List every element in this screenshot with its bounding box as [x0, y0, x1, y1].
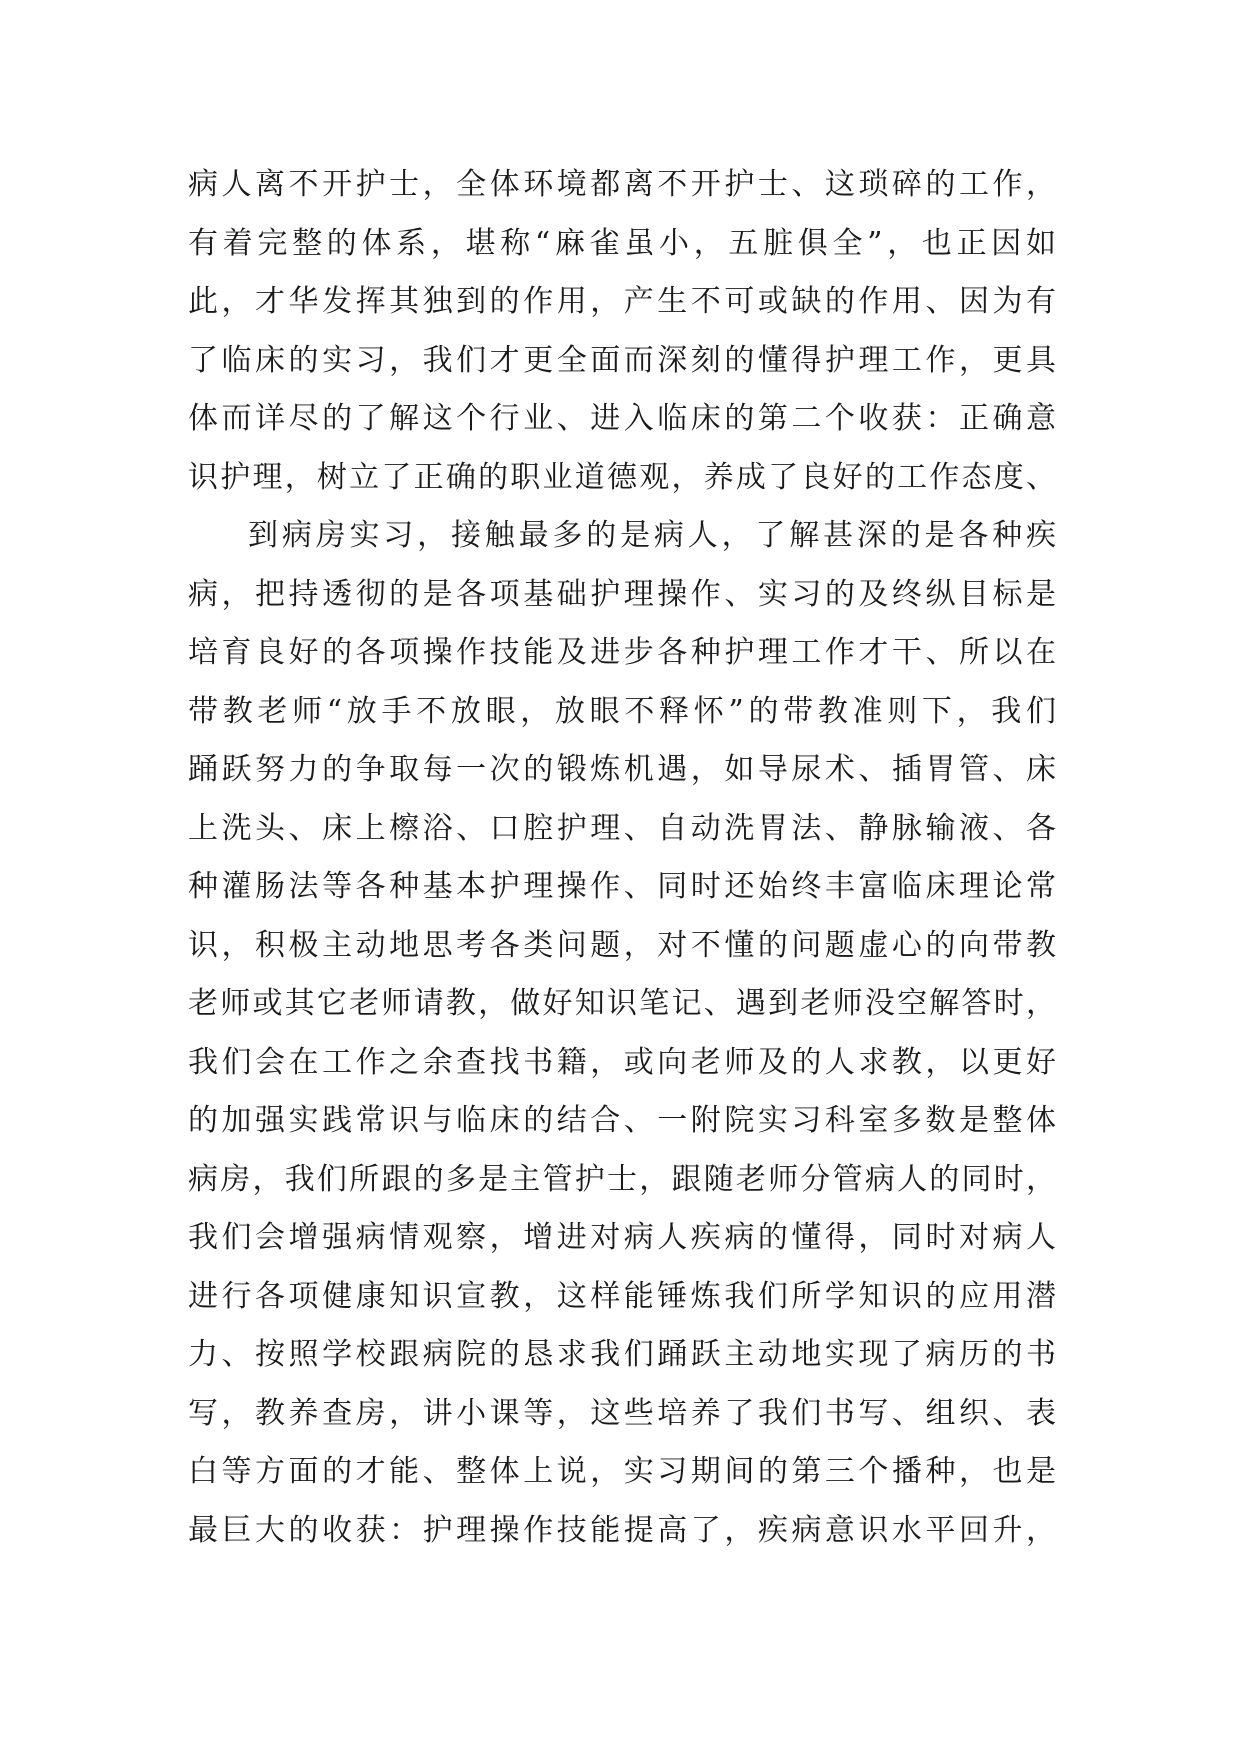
text-line: 培育良好的各项操作技能及进步各种护理工作才干、所以在	[188, 635, 1058, 670]
text-line: 力、按照学校跟病院的恳求我们踊跃主动地实现了病历的书	[188, 1337, 1058, 1372]
text-line: 体而详尽的了解这个行业、进入临床的第二个收获：正确意	[188, 401, 1058, 436]
text-line: 上洗头、床上檫浴、口腔护理、自动洗胃法、静脉输液、各	[188, 810, 1058, 846]
text-line: 老师或其它老师请教，做好知识笔记、遇到老师没空解答时，	[188, 986, 1058, 1021]
text-line: 识护理，树立了正确的职业道德观，养成了良好的工作态度、	[188, 459, 1058, 495]
text-line: 病房，我们所跟的多是主管护士，跟随老师分管病人的同时，	[188, 1161, 1058, 1197]
text-line: 我们会在工作之余查找书籍，或向老师及的人求教，以更好	[188, 1044, 1058, 1080]
body-text	[188, 156, 1058, 1560]
text-line: 了临床的实习，我们才更全面而深刻的懂得护理工作，更具	[188, 342, 1058, 378]
text-line: 我们会增强病情观察，增进对病人疾病的懂得，同时对病人	[188, 1220, 1058, 1255]
text-line: 识，积极主动地思考各类问题，对不懂的问题虚心的向带教	[188, 927, 1058, 963]
text-line: 有着完整的体系，堪称“麻雀虽小，五脏俱全”，也正因如	[188, 225, 1058, 261]
text-line: 进行各项健康知识宣教，这样能锤炼我们所学知识的应用潜	[188, 1278, 1058, 1314]
text-line: 此，才华发挥其独到的作用，产生不可或缺的作用、因为有	[188, 284, 1058, 319]
text-line: 的加强实践常识与临床的结合、一附院实习科室多数是整体	[188, 1103, 1058, 1138]
text-line: 白等方面的才能、整体上说，实习期间的第三个播种，也是	[188, 1454, 1058, 1489]
text-line: 最巨大的收获：护理操作技能提高了，疾病意识水平回升，	[188, 1512, 1058, 1548]
text-line: 写，教养查房，讲小课等，这些培养了我们书写、组织、表	[188, 1395, 1058, 1431]
text-line: 病，把持透彻的是各项基础护理操作、实习的及终纵目标是	[188, 576, 1058, 612]
paragraph-first-line: 到病房实习，接触最多的是病人，了解甚深的是各种疾	[248, 518, 1058, 553]
text-line: 种灌肠法等各种基本护理操作、同时还始终丰富临床理论常	[188, 869, 1058, 904]
text-line: 踊跃努力的争取每一次的锻炼机遇，如导尿术、插胃管、床	[188, 752, 1058, 787]
text-line: 病人离不开护士，全体环境都离不开护士、这琐碎的工作，	[188, 167, 1058, 202]
text-line: 带教老师“放手不放眼，放眼不释怀”的带教准则下，我们	[188, 693, 1058, 729]
